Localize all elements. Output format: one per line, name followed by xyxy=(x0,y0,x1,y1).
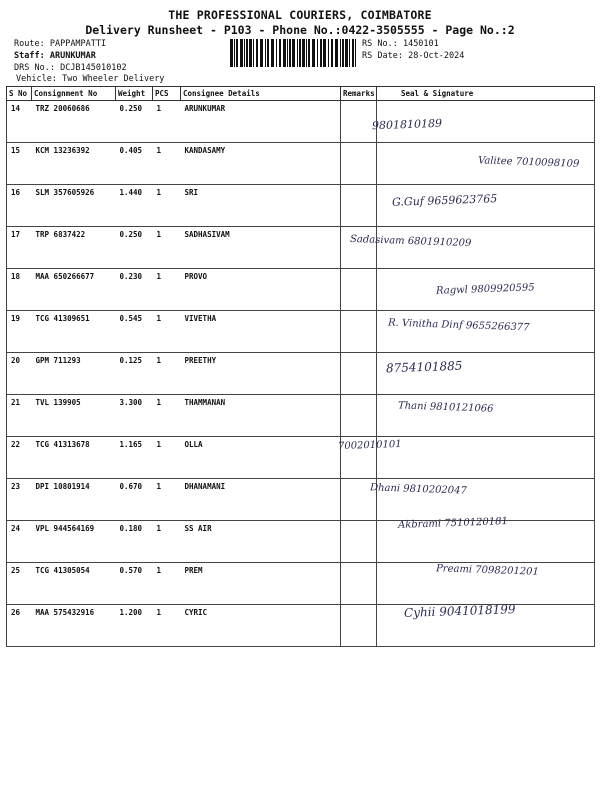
remarks-cell xyxy=(341,605,377,647)
col-weight: Weight xyxy=(116,87,153,101)
pcs-cell: 1 xyxy=(153,563,181,605)
staff-value: ARUNKUMAR xyxy=(49,51,96,61)
remarks-cell xyxy=(341,521,377,563)
consignment-cell: TRP 6837422 xyxy=(32,227,116,269)
consignment-cell: TCG 41313678 xyxy=(32,437,116,479)
consignee-cell: PROVO xyxy=(181,269,341,311)
consignee-cell: THAMMANAN xyxy=(181,395,341,437)
consignment-cell: VPL 944564169 xyxy=(32,521,116,563)
sno-cell: 26 xyxy=(7,605,32,647)
handwritten-signature: 8754101885 xyxy=(385,358,463,376)
handwritten-signature: Preami 7098201201 xyxy=(435,563,540,578)
weight-cell: 3.300 xyxy=(116,395,153,437)
col-remarks: Remarks xyxy=(341,87,377,101)
weight-cell: 0.405 xyxy=(116,143,153,185)
col-sno: S No xyxy=(7,87,32,101)
remarks-cell xyxy=(341,395,377,437)
weight-cell: 0.545 xyxy=(116,311,153,353)
pcs-cell: 1 xyxy=(153,311,181,353)
drs-value: DCJB145010102 xyxy=(60,63,127,73)
consignee-cell: KANDASAMY xyxy=(181,143,341,185)
table-row xyxy=(7,395,595,437)
consignee-cell: VIVETHA xyxy=(181,311,341,353)
consignee-cell: ARUNKUMAR xyxy=(181,101,341,143)
consignment-cell: TRZ 20060686 xyxy=(32,101,116,143)
handwritten-signature: Sadasivam 6801910209 xyxy=(349,233,472,250)
consignee-cell: SADHASIVAM xyxy=(181,227,341,269)
consignee-cell: SRI xyxy=(181,185,341,227)
sno-cell: 24 xyxy=(7,521,32,563)
signature-cell xyxy=(377,227,595,269)
staff-line xyxy=(14,51,96,61)
rs-date-label: RS Date: xyxy=(362,51,403,61)
weight-cell: 0.230 xyxy=(116,269,153,311)
company-name: THE PROFESSIONAL COURIERS, COIMBATORE xyxy=(168,8,432,22)
handwritten-signature: 9801810189 xyxy=(371,116,443,133)
rs-no-label: RS No.: xyxy=(362,39,398,49)
runsheet-table xyxy=(6,86,595,647)
pcs-cell: 1 xyxy=(153,227,181,269)
drs-line xyxy=(14,63,127,73)
sno-cell: 21 xyxy=(7,395,32,437)
pcs-cell: 1 xyxy=(153,269,181,311)
consignment-cell: TCG 41309651 xyxy=(32,311,116,353)
sno-cell: 14 xyxy=(7,101,32,143)
consignment-cell: DPI 10801914 xyxy=(32,479,116,521)
table-row xyxy=(7,101,595,143)
sno-cell: 16 xyxy=(7,185,32,227)
weight-cell: 0.250 xyxy=(116,101,153,143)
remarks-cell xyxy=(341,563,377,605)
rs-date-line xyxy=(362,51,464,61)
sno-cell: 23 xyxy=(7,479,32,521)
consignment-cell: MAA 575432916 xyxy=(32,605,116,647)
remarks-cell xyxy=(341,353,377,395)
weight-cell: 1.165 xyxy=(116,437,153,479)
consignee-cell: DHANAMANI xyxy=(181,479,341,521)
pcs-cell: 1 xyxy=(153,395,181,437)
sno-cell: 19 xyxy=(7,311,32,353)
route-label: Route: xyxy=(14,39,45,49)
handwritten-signature: Ragwl 9809920595 xyxy=(435,282,535,297)
sno-cell: 17 xyxy=(7,227,32,269)
consignment-cell: GPM 711293 xyxy=(32,353,116,395)
weight-cell: 0.250 xyxy=(116,227,153,269)
runsheet-title: Delivery Runsheet - P103 - Phone No.:0422-3505555 - Page No.:2 xyxy=(85,23,515,37)
col-consignment: Consignment No xyxy=(32,87,116,101)
vehicle-value: Two Wheeler Delivery xyxy=(62,74,165,84)
remarks-cell xyxy=(341,227,377,269)
rs-no-value: 1450101 xyxy=(402,39,439,49)
drs-label: DRS No.: xyxy=(14,63,55,73)
pcs-cell: 1 xyxy=(153,521,181,563)
consignee-cell: PREM xyxy=(181,563,341,605)
col-signature: Seal & Signature xyxy=(377,87,595,101)
pcs-cell: 1 xyxy=(153,101,181,143)
staff-label: Staff: xyxy=(14,51,45,61)
remarks-cell xyxy=(341,143,377,185)
sno-cell: 22 xyxy=(7,437,32,479)
signature-cell xyxy=(377,437,595,479)
table-row xyxy=(7,479,595,521)
consignee-cell: OLLA xyxy=(181,437,341,479)
barcode-image xyxy=(230,39,356,67)
handwritten-signature: Thani 9810121066 xyxy=(397,400,494,415)
table-row xyxy=(7,185,595,227)
consignment-cell: KCM 13236392 xyxy=(32,143,116,185)
rs-date-value: 28-Oct-2024 xyxy=(408,51,465,61)
weight-cell: 0.570 xyxy=(116,563,153,605)
vehicle-line xyxy=(16,74,164,84)
consignment-cell: TCG 41305054 xyxy=(32,563,116,605)
handwritten-signature: Valitee 7010098109 xyxy=(477,155,580,170)
route-line xyxy=(14,39,106,49)
col-consignee: Consignee Details xyxy=(181,87,341,101)
remarks-cell xyxy=(341,269,377,311)
consignee-cell: PREETHY xyxy=(181,353,341,395)
table-header-row xyxy=(7,87,595,101)
handwritten-signature: G.Guf 9659623765 xyxy=(391,192,498,209)
consignment-cell: MAA 650266677 xyxy=(32,269,116,311)
remarks-cell xyxy=(341,185,377,227)
col-pcs: PCS xyxy=(153,87,181,101)
vehicle-label: Vehicle: xyxy=(16,74,57,84)
sno-cell: 18 xyxy=(7,269,32,311)
sno-cell: 15 xyxy=(7,143,32,185)
consignment-cell: SLM 357605926 xyxy=(32,185,116,227)
table-row xyxy=(7,353,595,395)
handwritten-signature: 7002010101 xyxy=(337,438,402,453)
remarks-cell xyxy=(341,311,377,353)
sno-cell: 20 xyxy=(7,353,32,395)
table-row xyxy=(7,437,595,479)
pcs-cell: 1 xyxy=(153,605,181,647)
weight-cell: 1.440 xyxy=(116,185,153,227)
pcs-cell: 1 xyxy=(153,437,181,479)
consignee-cell: SS AIR xyxy=(181,521,341,563)
handwritten-signature: Cyhii 9041018199 xyxy=(403,602,516,620)
weight-cell: 0.670 xyxy=(116,479,153,521)
consignee-cell: CYRIC xyxy=(181,605,341,647)
sno-cell: 25 xyxy=(7,563,32,605)
rs-no-line xyxy=(362,39,439,49)
route-value: PAPPAMPATTI xyxy=(49,39,107,49)
pcs-cell: 1 xyxy=(153,143,181,185)
weight-cell: 1.200 xyxy=(116,605,153,647)
handwritten-signature: Akbrami 7510120181 xyxy=(397,516,509,531)
handwritten-signature: Dhani 9810202047 xyxy=(369,482,468,497)
pcs-cell: 1 xyxy=(153,479,181,521)
weight-cell: 0.180 xyxy=(116,521,153,563)
weight-cell: 0.125 xyxy=(116,353,153,395)
pcs-cell: 1 xyxy=(153,353,181,395)
pcs-cell: 1 xyxy=(153,185,181,227)
table-row xyxy=(7,227,595,269)
consignment-cell: TVL 139905 xyxy=(32,395,116,437)
handwritten-signature: R. Vinitha Dinf 9655266377 xyxy=(387,317,530,334)
